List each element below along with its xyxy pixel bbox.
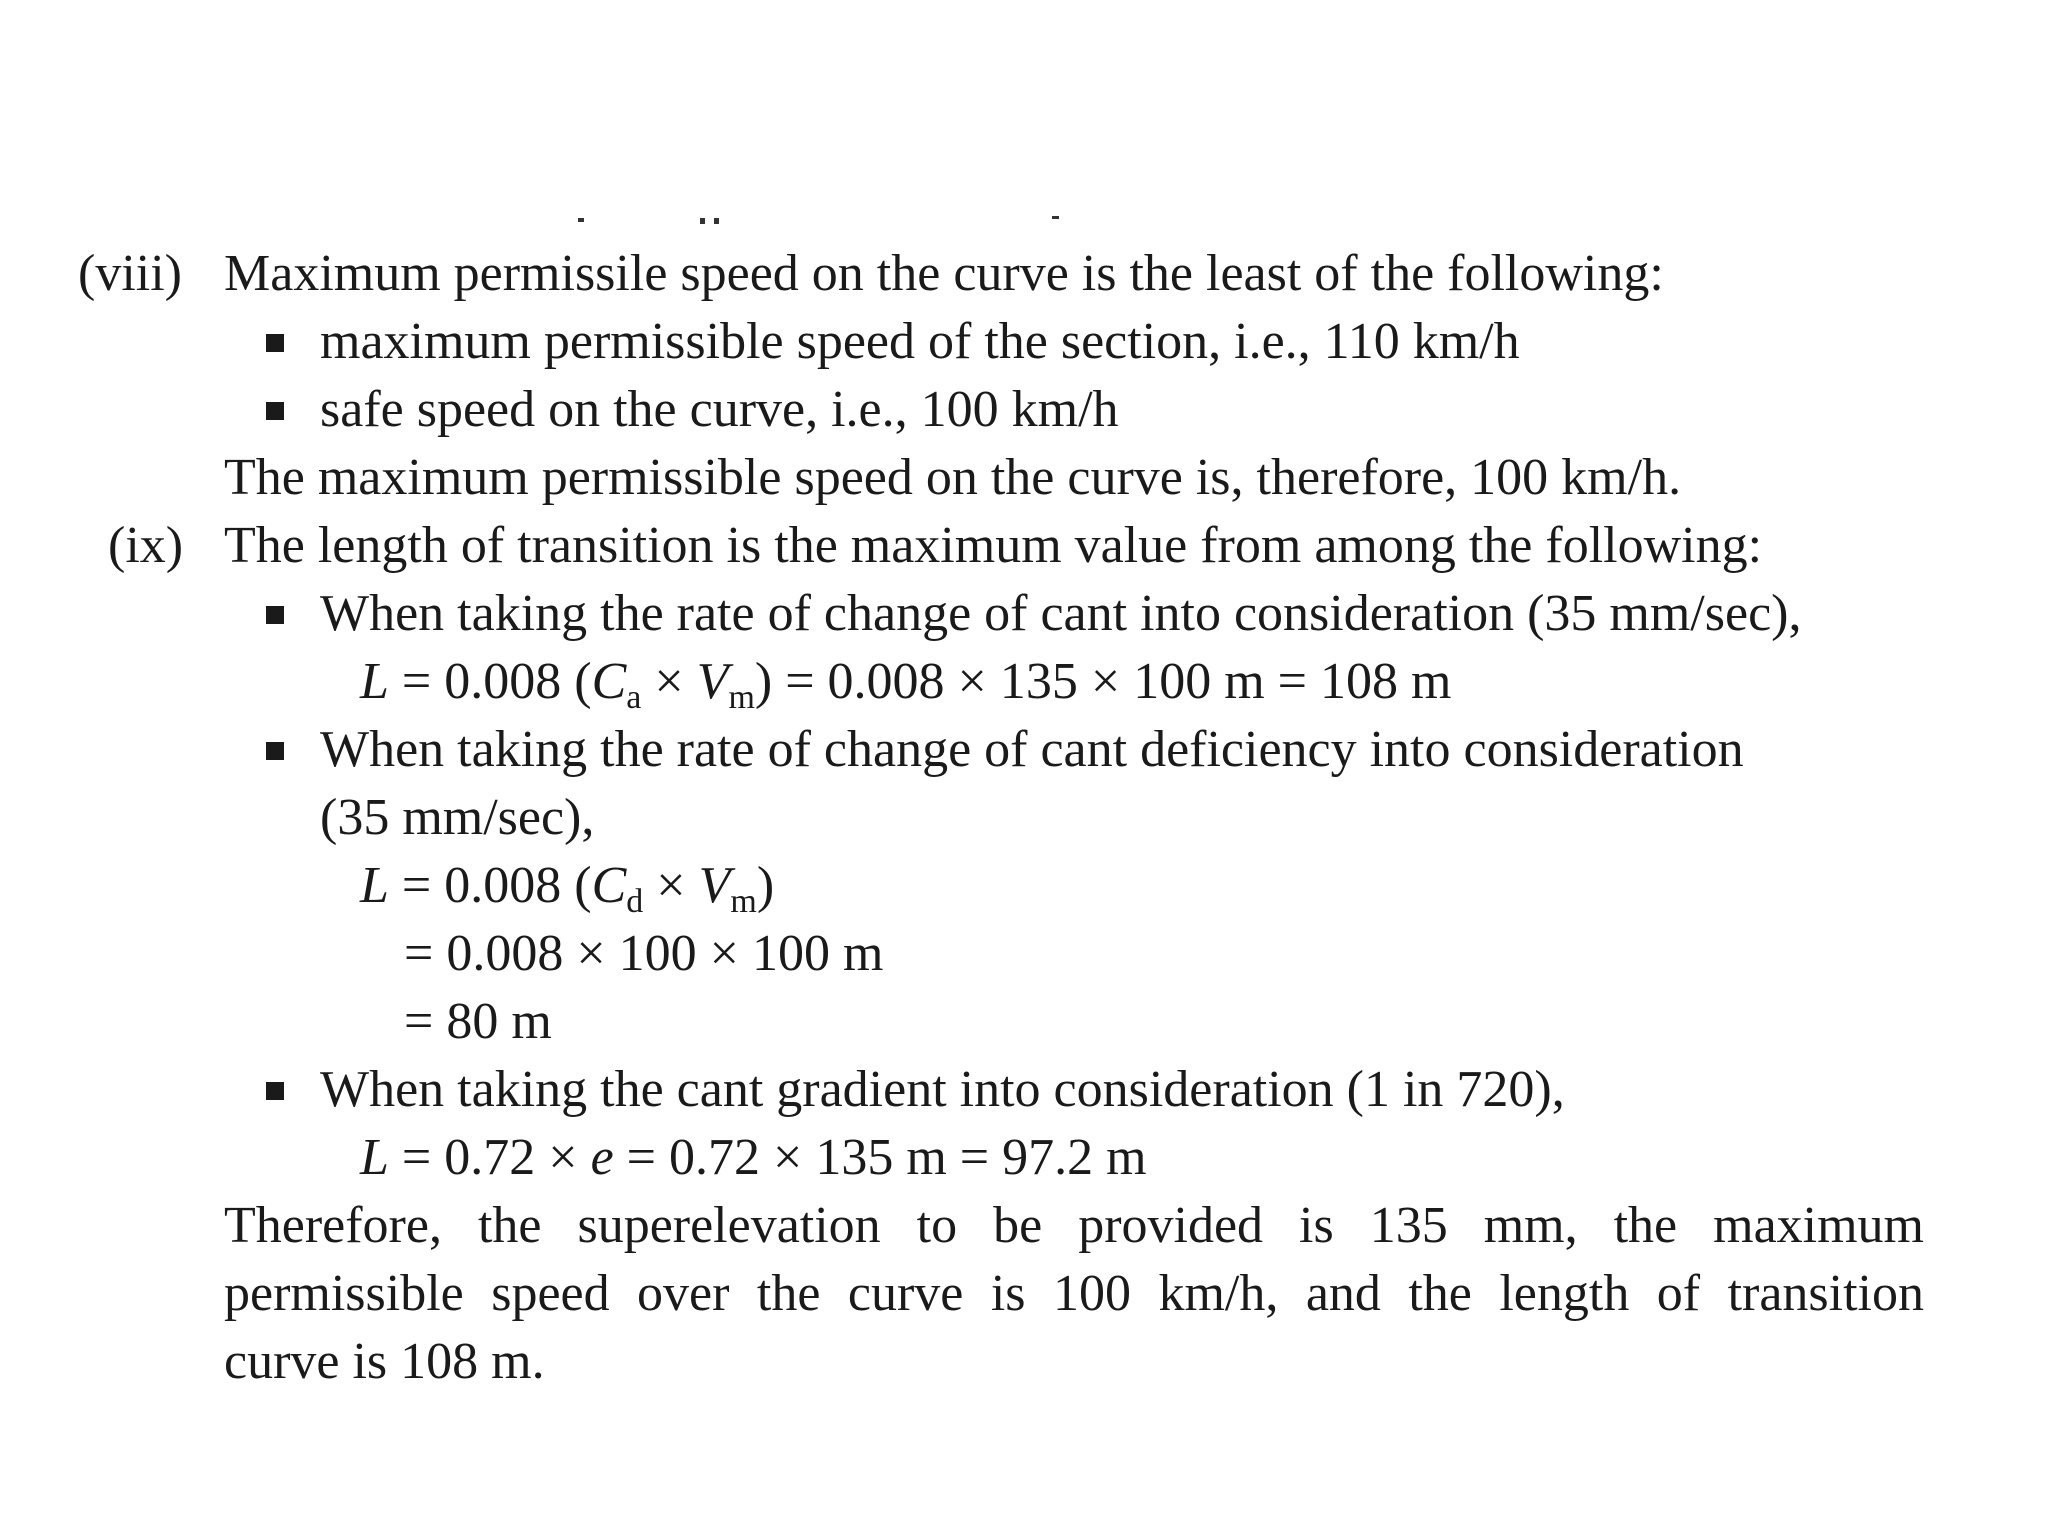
eq-subscript: d (626, 883, 644, 920)
bullet-text: (35 mm/sec), (320, 789, 595, 846)
eq-var: C (591, 857, 627, 914)
eq-subscript: m (730, 883, 757, 920)
eq-part: ) (754, 653, 773, 710)
cutoff-text-fragment (560, 212, 1080, 232)
eq-part: = 0.008 ( (388, 857, 592, 914)
item-text-ix: The length of transition is the maximum value from among the following: (224, 517, 1763, 574)
bullet-icon (266, 402, 284, 420)
bullet-icon (266, 606, 284, 624)
eq-part: × (643, 857, 699, 914)
eq-var: L (360, 857, 389, 914)
eq-var: C (591, 653, 627, 710)
eq-part: × (641, 653, 697, 710)
eq-var: V (698, 857, 731, 914)
item-label-ix: (ix) (108, 517, 184, 574)
eq-subscript: a (626, 679, 642, 716)
conclusion-line: Therefore, the superelevation to be provided is 135 mm, the maximum (224, 1197, 1924, 1254)
bullet-icon (266, 334, 284, 352)
eq-part: = 0.008 × 135 × 100 m = 108 m (772, 653, 1452, 710)
eq-part: = 0.72 × 135 m = 97.2 m (613, 1129, 1147, 1186)
conclusion-line: curve is 108 m. (224, 1333, 545, 1390)
eq-part: ) (756, 857, 775, 914)
item-text-viii: Maximum permissile speed on the curve is the least of the following: (224, 245, 1664, 302)
bullet-text: When taking the rate of change of cant deficiency into consideration (320, 721, 1744, 778)
bullet-text: safe speed on the curve, i.e., 100 km/h (320, 381, 1119, 438)
conclusion-line: permissible speed over the curve is 100 km/h, and the length of transition (224, 1265, 1924, 1322)
bullet-text: When taking the rate of change of cant into consideration (35 mm/sec), (320, 585, 1802, 642)
equation (360, 857, 775, 920)
equation (360, 1129, 1147, 1186)
equation-continuation: = 0.008 × 100 × 100 m (404, 925, 884, 982)
eq-subscript: m (728, 679, 755, 716)
bullet-text: maximum permissible speed of the section, i.e., 110 km/h (320, 313, 1520, 370)
bullet-text: When taking the cant gradient into consideration (1 in 720), (320, 1061, 1565, 1118)
item-label-viii: (viii) (78, 245, 182, 302)
equation (360, 653, 1452, 716)
item-conclusion-viii: The maximum permissible speed on the curve is, therefore, 100 km/h. (224, 449, 1682, 506)
bullet-icon (266, 742, 284, 760)
eq-var: L (360, 653, 389, 710)
eq-part: = 0.008 ( (388, 653, 592, 710)
bullet-icon (266, 1082, 284, 1100)
eq-var: e (590, 1129, 614, 1186)
eq-var: L (360, 1129, 389, 1186)
equation-continuation: = 80 m (404, 993, 552, 1050)
eq-var: V (696, 653, 729, 710)
eq-part: = 0.72 × (388, 1129, 591, 1186)
